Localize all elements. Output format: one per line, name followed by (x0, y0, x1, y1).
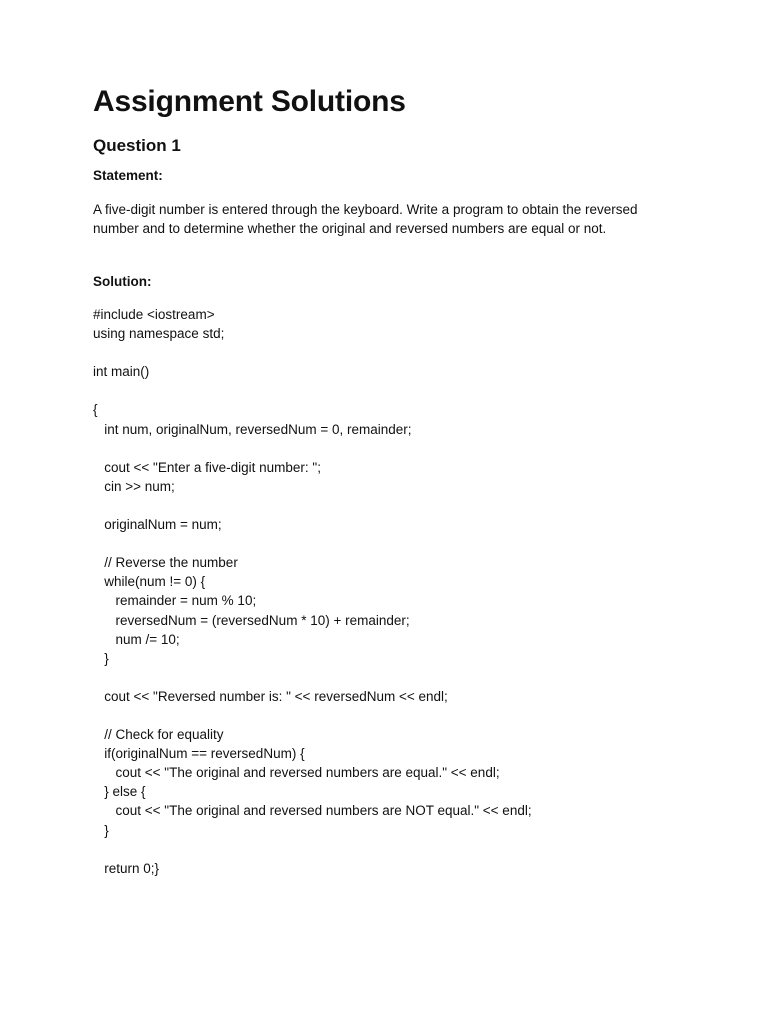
code-line: cout << "Enter a five-digit number: "; (93, 459, 321, 475)
code-line (93, 534, 693, 553)
code-line: while(num != 0) { (93, 574, 206, 590)
code-line (93, 381, 693, 400)
code-line (93, 439, 693, 458)
code-line: } (93, 822, 109, 838)
code-line (93, 668, 693, 687)
code-line (93, 840, 693, 859)
question-heading: Question 1 (93, 136, 181, 155)
code-line: // Reverse the number (93, 555, 238, 571)
code-line: cout << "The original and reversed numbers are equal." << endl; (93, 765, 500, 781)
statement-text: A five-digit number is entered through the keyboard. Write a program to obtain the reversed number and to determine whether the original and reversed numbers are equal or not. (93, 202, 638, 236)
code-line: using namespace std; (93, 326, 225, 342)
code-line (93, 706, 693, 725)
code-line: cout << "The original and reversed numbers are NOT equal." << endl; (93, 803, 532, 819)
code-line: if(originalNum == reversedNum) { (93, 746, 305, 762)
solution-label: Solution: (93, 274, 152, 289)
code-line: int main() (93, 364, 150, 380)
code-line: // Check for equality (93, 727, 224, 743)
code-line (93, 343, 693, 362)
code-line: num /= 10; (93, 631, 180, 647)
code-line: originalNum = num; (93, 517, 222, 533)
code-block (93, 305, 693, 878)
code-line (93, 496, 693, 515)
code-line: return 0;} (93, 860, 160, 876)
code-line: } (93, 650, 109, 666)
code-line: cout << "Reversed number is: " << reversedNum << endl; (93, 688, 448, 704)
code-line: reversedNum = (reversedNum * 10) + remainder; (93, 612, 410, 628)
code-line: #include <iostream> (93, 307, 215, 322)
code-line: int num, originalNum, reversedNum = 0, remainder; (93, 421, 412, 437)
code-line: } else { (93, 784, 146, 800)
statement-label: Statement: (93, 168, 163, 183)
code-line: cin >> num; (93, 478, 175, 494)
code-line: { (93, 402, 98, 418)
page-title: Assignment Solutions (93, 85, 406, 118)
code-line: remainder = num % 10; (93, 593, 257, 609)
